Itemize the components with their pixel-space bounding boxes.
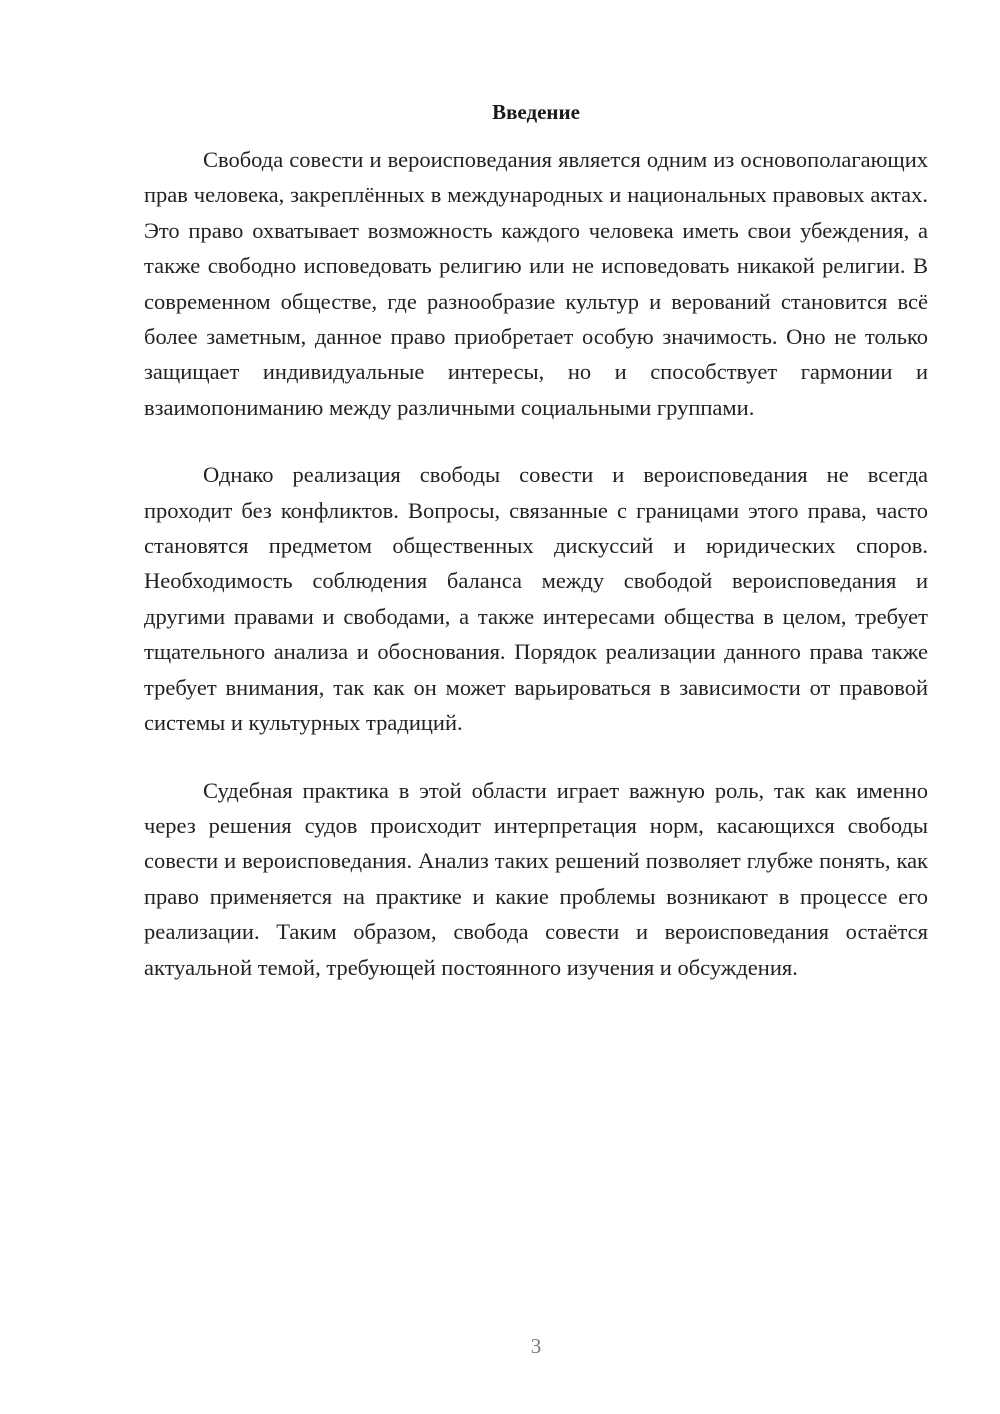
paragraph-3: Судебная практика в этой области играет важную роль, так как именно через решения судов происходит интерпретация норм, касающихся свободы совести и вероисповедания. Анализ таких решений позволяет глубже понять, как право применяется на практике и какие проблемы возникают в процессе его реализации. Таким образом, свобода совести и вероисповедания остаётся актуальной темой, требующей постоянного изучения и обсуждения. xyxy=(144,777,928,980)
paragraph-2: Однако реализация свободы совести и вероисповедания не всегда проходит без конфликтов. Вопросы, связанные с границами этого права, часто становятся предметом общественных дискуссий и юридических споров. Необходимость соблюдения баланса между свободой вероисповедания и другими правами и свободами, а также интересами общества в целом, требует тщательного анализа и обоснования. Порядок реализации данного права также требует внимания, так как он может варьироваться в зависимости от правовой системы и культурных традиций. xyxy=(144,462,928,736)
document-body xyxy=(144,142,928,985)
section-title: Введение xyxy=(492,100,580,124)
paragraph-1: Свобода совести и вероисповедания является одним из основополагающих прав человека, закреплённых в международных и национальных правовых актах. Это право охватывает возможность каждого человека иметь свои убеждения, а также свободно исповедовать религию или не исповедовать никакой религии. В современном обществе, где разнообразие культур и верований становится всё более заметным, данное право приобретает особую значимость. Оно не только защищает индивидуальные интересы, но и способствует гармонии и взаимопониманию между различными социальными группами. xyxy=(144,147,928,420)
page-number: 3 xyxy=(530,1334,542,1358)
